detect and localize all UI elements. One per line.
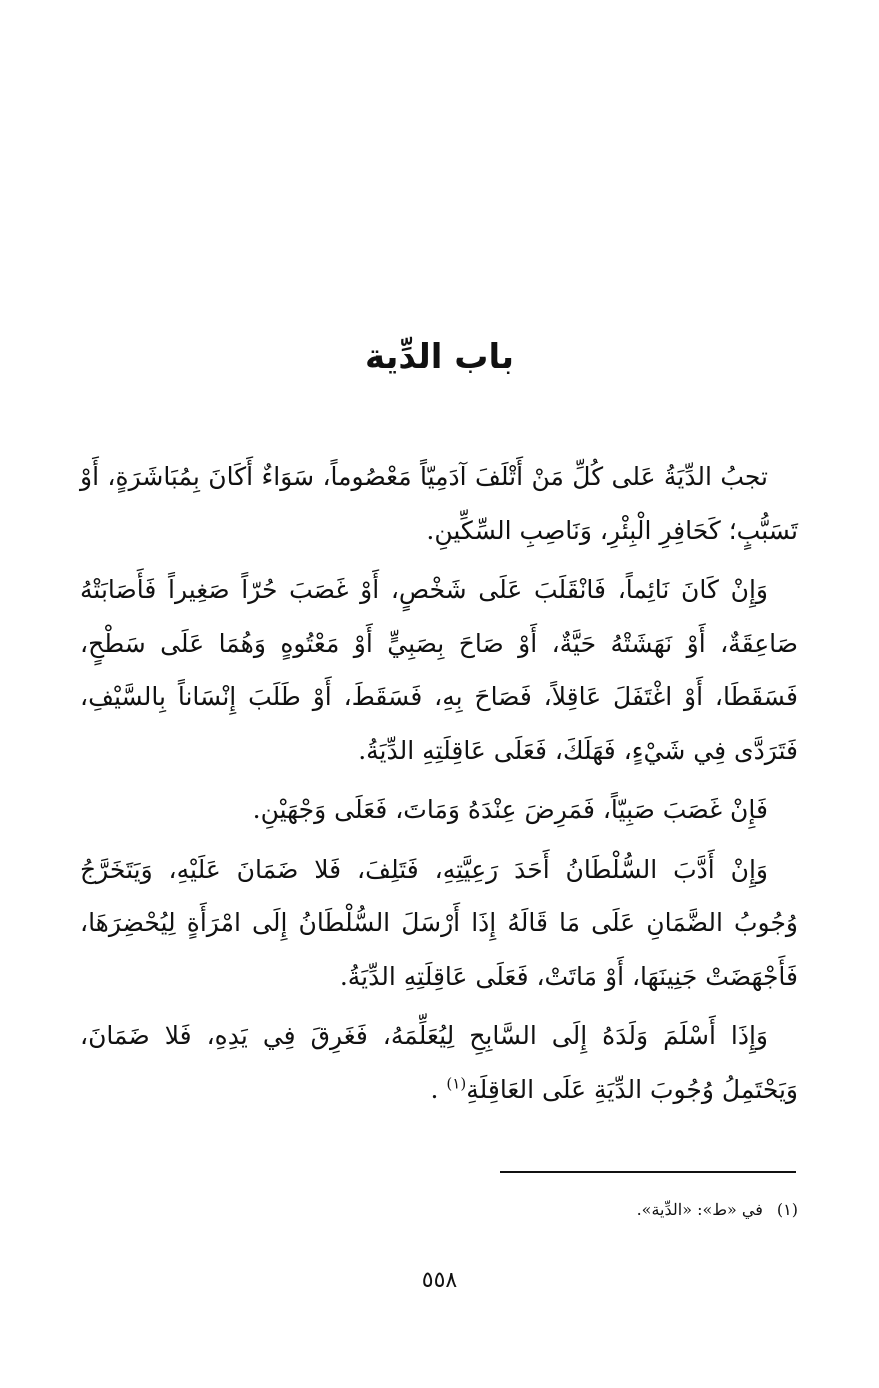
paragraph-end-mark: . xyxy=(430,1074,439,1104)
paragraph-sultan-discipline: وَإِنْ أَدَّبَ السُّلْطَانُ أَحَدَ رَعِيَّتِهِ، فَتَلِفَ، فَلا ضَمَانَ عَلَيْهِ، وَيَتَخَرَّجُ وُجُوبُ الضَّمَانِ عَلَى مَا قَالَهُ إِذَا أَرْسَلَ السُّلْطَانُ إِلَى امْرَأَةٍ لِيُحْضِرَهَا، فَأَجْهَضَتْ جَنِينَهَا، أَوْ مَاتَتْ، فَعَلَى عَاقِلَتِهِ الدِّيَةُ. xyxy=(80,854,798,991)
body-text xyxy=(80,450,798,1122)
paragraph-usurped-child: فَإِنْ غَصَبَ صَبِيّاً، فَمَرِضَ عِنْدَهُ وَمَاتَ، فَعَلَى وَجْهَيْنِ. xyxy=(252,795,768,824)
paragraph-swimming-teacher-text: وَإِذَا أَسْلَمَ وَلَدَهُ إِلَى السَّابِحِ لِيُعَلِّمَهُ، فَغَرِقَ فِي يَدِهِ، فَلا ضَمَانَ، وَيَحْتَمِلُ وُجُوبَ الدِّيَةِ عَلَى العَاقِلَةِ xyxy=(80,1021,798,1104)
footnote-separator xyxy=(500,1171,796,1173)
chapter-title: باب الدِّية xyxy=(365,337,514,377)
paragraph-swimming-teacher xyxy=(80,1009,798,1116)
footnote-marker: (١) xyxy=(776,1200,798,1219)
footnote-reference[interactable]: (١) xyxy=(446,1074,467,1093)
page-number: ٥٥٨ xyxy=(421,1268,458,1293)
paragraph-diya-obligation: تجبُ الدِّيَةُ عَلى كُلِّ مَنْ أَتْلَفَ آدَمِيّاً مَعْصُوماً، سَوَاءٌ أَكَانَ بِمُبَاشَرَةٍ، أَوْ تَسَبُّبٍ؛ كَحَافِرِ الْبِئْرِ، وَنَاصِبِ السِّكِّينِ. xyxy=(80,462,798,545)
footnote-text: في «ط»: «الدِّية». xyxy=(636,1200,763,1219)
paragraph-sleeping-cases: وَإِنْ كَانَ نَائِماً، فَانْقَلَبَ عَلَى شَخْصٍ، أَوْ غَصَبَ حُرّاً صَغِيراً فَأَصَابَتْهُ صَاعِقَةٌ، أَوْ نَهَشَتْهُ حَيَّةٌ، أَوْ صَاحَ بِصَبِيٍّ أَوْ مَعْتُوهٍ وَهُمَا عَلَى سَطْحٍ، فَسَقَطَا، أَوْ اغْتَفَلَ عَاقِلاً، فَصَاحَ بِهِ، فَسَقَطَ، أَوْ طَلَبَ إِنْسَاناً بِالسَّيْفِ، فَتَرَدَّى فِي شَيْءٍ، فَهَلَكَ، فَعَلَى عَاقِلَتِهِ الدِّيَةُ. xyxy=(80,575,798,765)
footnote xyxy=(80,1196,798,1224)
